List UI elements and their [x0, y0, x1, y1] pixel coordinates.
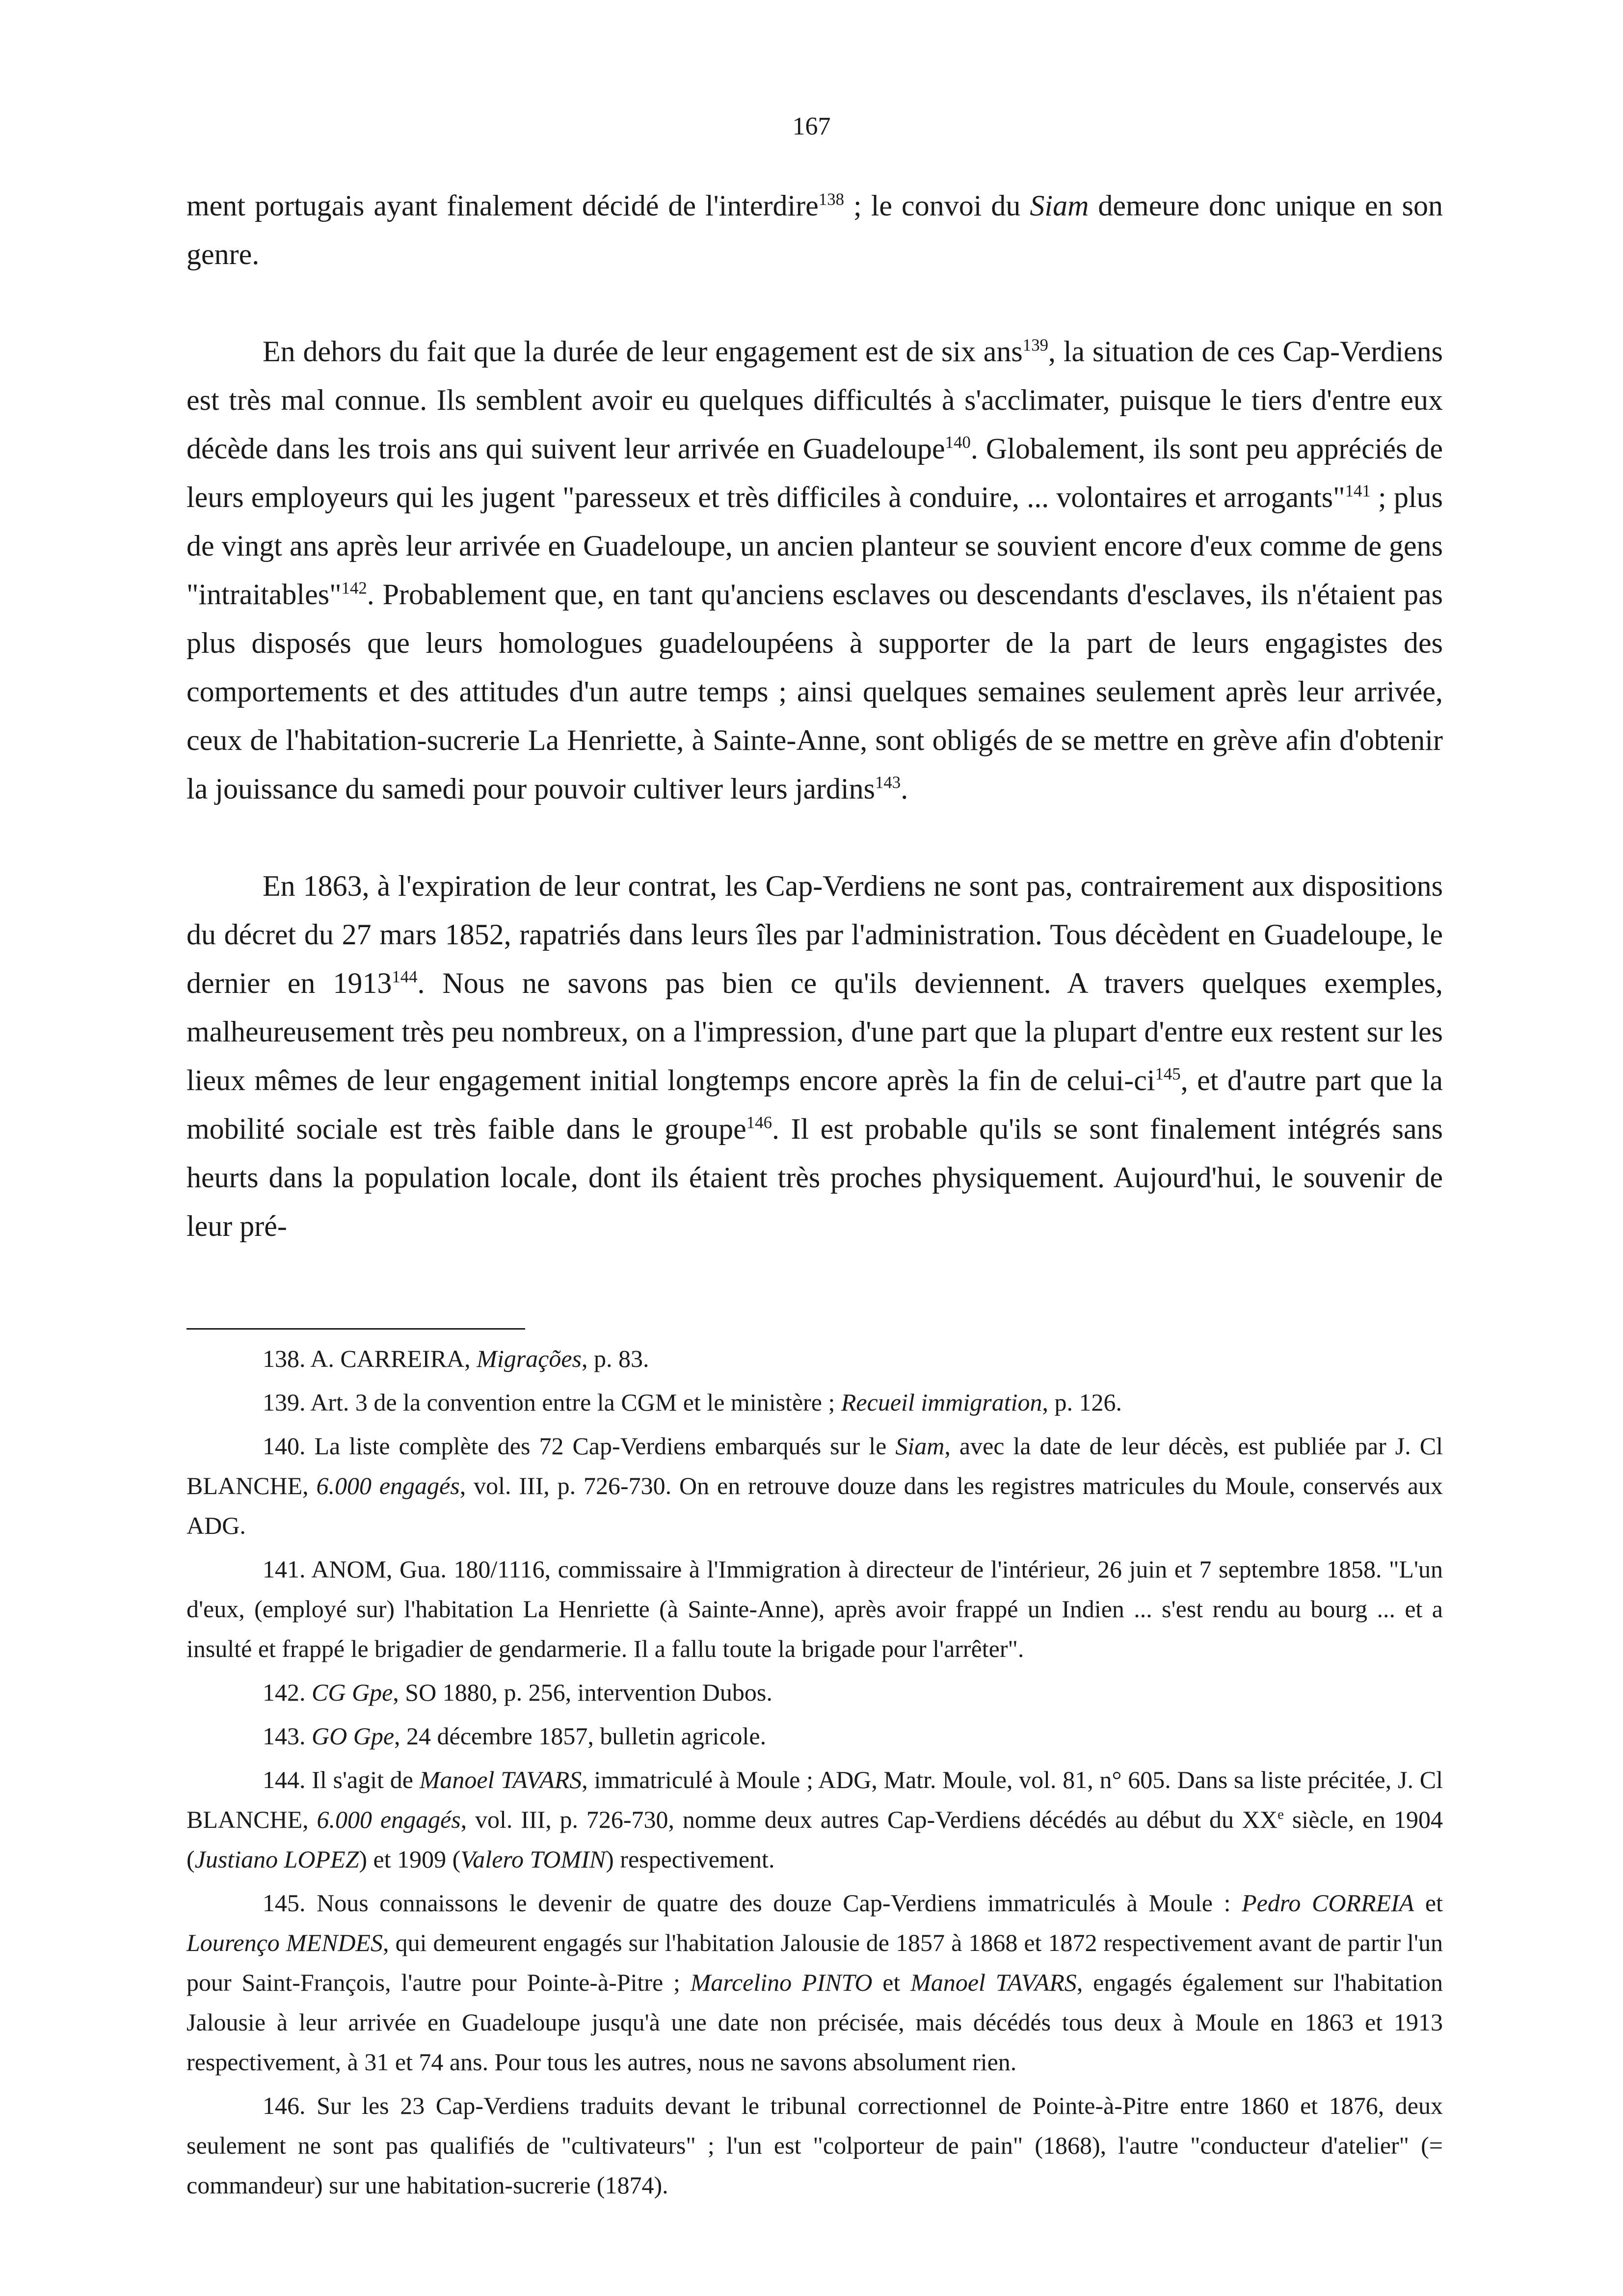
text-run: 146. Sur les 23 Cap-Verdiens traduits devant le tribunal correctionnel de Pointe-à-Pitre entre 1860 et 1876, deux seulement ne sont pas qualifiés de "cultivateurs" ; l'un est "colporteur de pain" (1868), l'autre "conducteur d'atelier" (= commandeur) sur une habitation-sucrerie (1874). [186, 2092, 1443, 2199]
person-name-italic: Marcelino PINTO [690, 1969, 873, 1996]
text-run: . [901, 773, 908, 805]
text-run: , SO 1880, p. 256, intervention Dubos. [393, 1679, 772, 1706]
text-run: , p. 83. [582, 1345, 649, 1372]
text-run: et [1414, 1889, 1443, 1917]
text-run: ; le convoi du [844, 189, 1030, 222]
person-name-italic: Pedro CORREIA [1242, 1889, 1414, 1917]
text-run: , et d'autre part que la mobilité sociale est très faible dans le groupe [186, 1064, 1443, 1145]
footnote-143 [186, 1716, 1443, 1756]
title-italic: CG Gpe [312, 1679, 393, 1706]
footnote-142 [186, 1673, 1443, 1712]
footnote-ref-144[interactable]: 144 [392, 967, 418, 987]
text-run: demeure donc unique en son genre. [186, 189, 1443, 270]
body-text [186, 182, 1443, 1251]
text-run: 139. Art. 3 de la convention entre la CGM et le ministère ; [263, 1388, 841, 1416]
footnote-ref-138[interactable]: 138 [818, 189, 845, 209]
text-run: 145. Nous connaissons le devenir de quatre des douze Cap-Verdiens immatriculés à Moule : [263, 1889, 1242, 1917]
text-run: et [872, 1969, 911, 1996]
footnote-139 [186, 1383, 1443, 1422]
title-italic: 6.000 engagés [316, 1472, 460, 1499]
text-run: . Probablement que, en tant qu'anciens esclaves ou descendants d'esclaves, ils n'étaient pas plus disposés que leurs homologues guadeloupéens à supporter de la part de leurs engagistes des comportements et des attitudes d'un autre temps ; ainsi quelques semaines seulement après leur arrivée, ceux de l'habitation-sucrerie La Henriette, à Sainte-Anne, sont obligés de se mettre en grève afin d'obtenir la jouissance du samedi pour pouvoir cultiver leurs jardins [186, 578, 1443, 805]
ship-name: Siam [1030, 189, 1089, 222]
text-run: 144. Il s'agit de [263, 1766, 420, 1793]
title-italic: GO Gpe [312, 1722, 395, 1750]
text-run: En dehors du fait que la durée de leur engagement est de six ans [263, 335, 1023, 368]
text-run: 142. [263, 1679, 312, 1706]
text-run: ) et 1909 ( [359, 1845, 461, 1873]
title-italic: Migrações [477, 1345, 582, 1372]
person-name-italic: Valero TOMIN [460, 1845, 606, 1873]
text-run: , la situation de ces Cap-Verdiens est très mal connue. Ils semblent avoir eu quelques difficultés à s'acclimater, puisque le tiers d'entre eux décède dans les trois ans qui suivent leur arrivée en Guadeloupe [186, 335, 1443, 465]
footnote-145 [186, 1883, 1443, 2082]
text-run: En 1863, à l'expiration de leur contrat, les Cap-Verdiens ne sont pas, contrairement aux dispositions du décret du 27 mars 1852, rapatriés dans leurs îles par l'administration. Tous décèdent en Guadeloupe, le dernier en 1913 [186, 870, 1443, 999]
text-run: , vol. III, p. 726-730, nomme deux autres Cap-Verdiens décédés au début du XX [460, 1806, 1278, 1833]
text-run: 141. ANOM, Gua. 180/1116, commissaire à l'Immigration à directeur de l'intérieur, 26 juin et 7 septembre 1858. "L'un d'eux, (employé sur) l'habitation La Henriette (à Sainte-Anne), après avoir frappé un Indien ... s'est rendu au bourg ... et a insulté et frappé le brigadier de gendarmerie. Il a fallu toute la brigade pour l'arrêter". [186, 1555, 1443, 1662]
text-run: . Nous ne savons pas bien ce qu'ils deviennent. A travers quelques exemples, malheureusement très peu nombreux, on a l'impression, d'une part que la plupart d'entre eux restent sur les lieux mêmes de leur engagement initial longtemps encore après la fin de celui-ci [186, 967, 1443, 1096]
text-run: ; plus de vingt ans après leur arrivée en Guadeloupe, un ancien planteur se souvient encore d'eux comme de gens "intraitables" [186, 481, 1443, 611]
text-run: , engagés également sur l'habitation Jalousie à leur arrivée en Guadeloupe jusqu'à une date non précisée, mais décédés tous deux à Moule en 1863 et 1913 respectivement, à 31 et 74 ans. Pour tous les autres, nous ne savons absolument rien. [186, 1969, 1443, 2076]
footnote-140 [186, 1426, 1443, 1546]
footnote-138 [186, 1339, 1443, 1379]
footnote-ref-140[interactable]: 140 [945, 432, 971, 452]
text-run: . Il est probable qu'ils se sont finalement intégrés sans heurts dans la population locale, dont ils étaient très proches physiquement. Aujourd'hui, le souvenir de leur pré- [186, 1113, 1443, 1242]
footnote-ref-145[interactable]: 145 [1155, 1064, 1181, 1084]
footnote-141 [186, 1549, 1443, 1669]
title-italic: Siam [895, 1432, 945, 1460]
text-run: ) respectivement. [606, 1845, 775, 1873]
text-run: . Globalement, ils sont peu appréciés de leurs employeurs qui les jugent "paresseux et très difficiles à conduire, ... volontaires et arrogants" [186, 432, 1443, 513]
person-name-italic: Lourenço MENDES [186, 1929, 383, 1956]
person-name-italic: Justiano LOPEZ [194, 1845, 359, 1873]
text-run: , vol. III, p. 726-730. On en retrouve douze dans les registres matricules du Moule, conservés aux ADG. [186, 1472, 1443, 1539]
footnote-146 [186, 2086, 1443, 2205]
footnotes [186, 1339, 1443, 2205]
text-run: , immatriculé à Moule ; ADG, Matr. Moule, vol. 81, n° 605. Dans sa liste précitée, J. Cl BLANCHE, [186, 1766, 1443, 1833]
text-run: ment portugais ayant finalement décidé de l'interdire [186, 189, 819, 222]
person-name-italic: Manoel TAVARS [419, 1766, 582, 1793]
superscript-e: e [1277, 1807, 1284, 1823]
title-italic: Recueil immigration [841, 1388, 1042, 1416]
text-run: , 24 décembre 1857, bulletin agricole. [394, 1722, 767, 1750]
footnote-ref-142[interactable]: 142 [341, 578, 367, 598]
footnote-ref-146[interactable]: 146 [746, 1113, 772, 1132]
paragraph-2 [186, 327, 1443, 813]
person-name-italic: Manoel TAVARS [910, 1969, 1077, 1996]
text-run: 140. La liste complète des 72 Cap-Verdiens embarqués sur le [263, 1432, 896, 1460]
paragraph-3 [186, 862, 1443, 1251]
page-number: 167 [792, 112, 831, 140]
text-run: , p. 126. [1042, 1388, 1122, 1416]
footnote-ref-141[interactable]: 141 [1345, 481, 1371, 501]
text-run: 143. [263, 1722, 312, 1750]
footnote-separator [186, 1328, 525, 1330]
text-run: , avec la date de leur décès, est publiée par J. Cl BLANCHE, [186, 1432, 1443, 1499]
title-italic: 6.000 engagés [317, 1806, 461, 1833]
footnote-ref-139[interactable]: 139 [1022, 335, 1048, 355]
paragraph-1 [186, 182, 1443, 279]
text-run: , qui demeurent engagés sur l'habitation Jalousie de 1857 à 1868 et 1872 respectivement avant de partir l'un pour Saint-François, l'autre pour Pointe-à-Pitre ; [186, 1929, 1443, 1996]
text-run: 138. A. CARREIRA, [263, 1345, 477, 1372]
footnote-ref-143[interactable]: 143 [875, 773, 901, 792]
text-run: siècle, en 1904 ( [186, 1806, 1443, 1873]
footnote-144 [186, 1760, 1443, 1879]
